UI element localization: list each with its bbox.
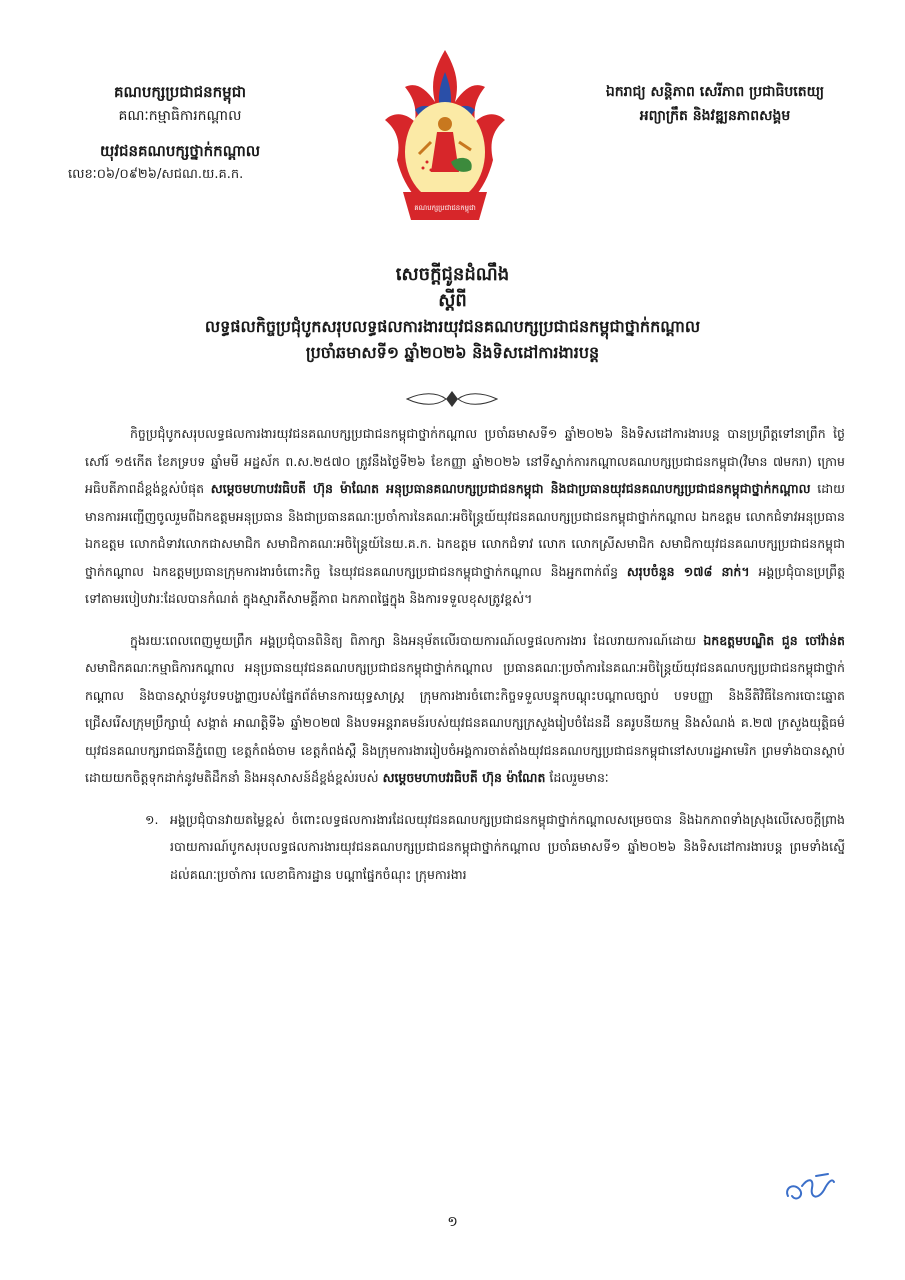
p1-chair-name: សម្ដេចមហាបវរធិបតី ហ៊ុន ម៉ាណែត អនុប្រធានគណបក្សប្រជាជនកម្ពុជា និងជាប្រធានយុវជនគណបក្សប្រជាជនកម្ពុជាថ្នាក់កណ្ដាល — [210, 481, 811, 496]
document-body — [85, 420, 845, 902]
ornament-divider-icon — [402, 388, 502, 410]
p2-reporter-name: ឯកឧត្ដមបណ្ឌិត ជួន ចៅវ៉ាន់ត — [703, 632, 845, 648]
document-title — [60, 262, 845, 366]
reference-number: លេខៈ០៦/០៩២៦/សជណ.យ.គ.ក. — [68, 167, 244, 182]
p1-text-c: ដោយមានការអញ្ជើញចូលរួមពីឯកឧត្ដមអនុប្រធាន និងជាប្រធានគណៈប្រចាំការនៃគណៈអចិន្ត្រៃយ៍យុវជនគណបក្សប្រជាជនកម្ពុជាថ្នាក់កណ្ដាល ឯកឧត្ដម លោកជំទាវអនុប្រធាន ឯកឧត្ដម លោកជំទាវលោកជាសមាជិក សមាជិកាគណៈអចិន្ត្រៃយ៍នៃយ.គ.ក. ឯកឧត្ដម លោកជំទាវ លោក លោកស្រីសមាជិក សមាជិកាយុវជនគណបក្សប្រជាជនកម្ពុជាថ្នាក់កណ្ដាល ឯកឧត្ដមប្រធានក្រុមការងារចំពោះកិច្ច នៃយុវជនគណបក្សប្រជាជនកម្ពុជាថ្នាក់កណ្ដាល និងអ្នកពាក់ព័ន្ធ — [85, 481, 845, 579]
youth-org-name: យុវជនគណបក្សថ្នាក់កណ្ដាល — [99, 142, 261, 160]
list-item-text: អង្គប្រជុំបានវាយតម្លៃខ្ពស់ ចំពោះលទ្ធផលការងារដែលយុវជនគណបក្សប្រជាជនកម្ពុជាថ្នាក់កណ្ដាលសម្រេចបាន និងឯកភាពទាំងស្រុងលើសេចក្ដីព្រាងរបាយការណ៍បូកសរុបលទ្ធផលការងារយុវជនគណបក្សប្រជាជនកម្ពុជាថ្នាក់កណ្ដាល ប្រចាំឆមាសទី១ ឆ្នាំ២០២៦ និងទិសដៅការងារបន្ត ព្រមទាំងស្នើដល់គណៈប្រចាំការ លេខាធិការដ្ឋាន បណ្ដាផ្នែកចំណុះ ក្រុមការងារ — [170, 811, 845, 882]
title-line-1: សេចក្ដីជូនដំណឹង — [395, 264, 510, 285]
national-motto: ឯករាជ្យ សន្តិភាព សេរីភាព ប្រជាធិបតេយ្យ — [605, 84, 825, 100]
list-item-number: ១. — [145, 811, 159, 827]
national-motto-2: អព្យាក្រឹត និងវឌ្ឍនភាពសង្គម — [639, 108, 791, 124]
p1-attendance-total: សរុបចំនួន ១៧៨ នាក់។ — [626, 563, 750, 579]
p2-leader-name: សម្ដេចមហាបវរធិបតី ហ៊ុន ម៉ាណែត — [382, 770, 546, 785]
party-name: គណបក្សប្រជាជនកម្ពុជា — [114, 83, 246, 101]
party-logo — [375, 42, 515, 242]
initials-signature-icon — [780, 1168, 840, 1208]
p2-text-c: សមាជិកគណៈកម្មាធិការកណ្ដាល អនុប្រធានយុវជនគណបក្សប្រជាជនកម្ពុជាថ្នាក់កណ្ដាល ប្រធានគណៈប្រចាំការនៃគណៈអចិន្ត្រៃយ៍យុវជនគណបក្សប្រជាជនកម្ពុជាថ្នាក់កណ្ដាល និងបានស្ដាប់នូវបទបង្ហាញរបស់ផ្នែកព័ត៌មានការយុទ្ធសាស្ត្រ ក្រុមការងារចំពោះកិច្ចទទួលបន្ទុកបណ្ដុះបណ្ដាលច្បាប់ បទបញ្ញា និងនីតិវិធីនៃការបោះឆ្នោតជ្រើសរើសក្រុមប្រឹក្សាឃុំ សង្កាត់ អាណត្តិទី៦ ឆ្នាំ២០២៧ និងបទអន្តរាគមន៍របស់យុវជនគណបក្សក្រសួងរៀបចំដែនដី នគរូបនីយកម្ម និងសំណង់ គ.២៧ ក្រសួងយុត្តិធម៌ យុវជនគណបក្សរាជធានីភ្នំពេញ ខេត្តកំពង់ចាម ខេត្តកំពង់ស្ពឺ និងក្រុមការងាររៀបចំអង្គការចាត់តាំងយុវជនគណបក្សប្រជាជនកម្ពុជានៅសហរដ្ឋអាមេរិក ព្រមទាំងបានស្ដាប់ដោយយកចិត្តទុកដាក់នូវមតិដឹកនាំ និងអនុសាសន៍ដ៏ខ្ពង់ខ្ពស់របស់ — [85, 660, 845, 785]
logo-caption: គណបក្សប្រជាជនកម្ពុជា — [414, 204, 476, 212]
page-number: ១ — [447, 1214, 458, 1230]
paragraph-2 — [85, 627, 845, 792]
header-right — [575, 80, 855, 128]
p2-text-a: ក្នុងរយៈពេលពេញមួយព្រឹក អង្គប្រជុំបានពិនិត្យ ពិភាក្សា និងអនុម័តលើរបាយការណ៍លទ្ធផលការងារ ដែលរាយការណ៍ដោយ — [130, 632, 704, 648]
p2-text-e: ដែលរួមមានៈ — [545, 770, 609, 785]
list-item-1 — [85, 806, 845, 889]
paragraph-1 — [85, 420, 845, 613]
title-line-3: លទ្ធផលកិច្ចប្រជុំបូកសរុបលទ្ធផលការងារយុវជនគណបក្សប្រជាជនកម្ពុជាថ្នាក់កណ្ដាល — [204, 317, 701, 336]
header-left — [60, 80, 300, 186]
p1-text-a: កិច្ចប្រជុំបូកសរុបលទ្ធផលការងារយុវជនគណបក្សប្រជាជនកម្ពុជាថ្នាក់កណ្ដាល ប្រចាំឆមាសទី១ ឆ្នាំ២០២៦ និងទិសដៅការងារបន្ត បានប្រព្រឹត្តទៅនាព្រឹក ថ្ងៃសៅរ៍ ១៥កើត ខែភទ្របទ ឆ្នាំមមី អដ្ឋស័ក ព.ស.២៥៧០ ត្រូវនឹងថ្ងៃទី២៦ ខែកញ្ញា ឆ្នាំ២០២៦ នៅទីស្នាក់ការកណ្ដាលគណបក្សប្រជាជនកម្ពុជា(វិមាន ៧មករា) ក្រោមអធិបតីភាពដ៏ខ្ពង់ខ្ពស់បំផុត — [85, 426, 845, 496]
p1-text-e: អង្គប្រជុំបានប្រព្រឹត្តទៅតាមរបៀបវារៈដែលបានកំណត់ ក្នុងស្មារតីសាមគ្គីភាព ឯកភាពផ្ទៃក្នុង និងការទទួលខុសត្រូវខ្ពស់។ — [85, 563, 845, 606]
title-line-4: ប្រចាំឆមាសទី១ ឆ្នាំ២០២៦ និងទិសដៅការងារបន្ត — [305, 343, 600, 362]
title-line-2: ស្ដីពី — [438, 290, 467, 311]
committee-name: គណៈកម្មាធិការកណ្ដាល — [118, 108, 242, 124]
